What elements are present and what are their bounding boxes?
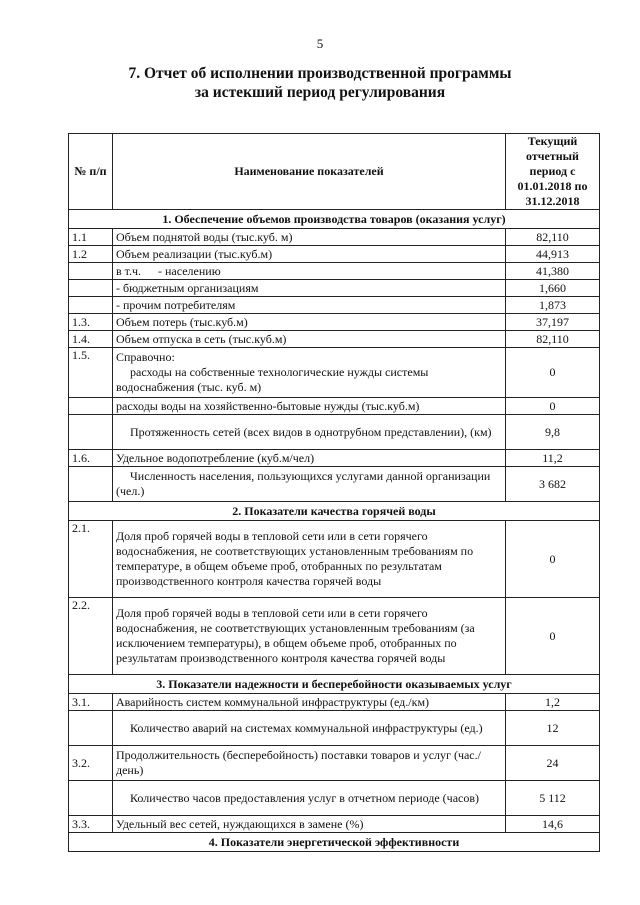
row-num <box>69 711 113 746</box>
row-name: Количество аварий на системах коммунальной инфраструктуры (ед.) <box>113 711 506 746</box>
table-row <box>69 263 600 280</box>
row-name <box>113 263 506 280</box>
row-value: 3 682 <box>506 467 600 502</box>
row-num: 2.2. <box>69 598 113 675</box>
row-value: 0 <box>506 398 600 415</box>
header-num: № п/п <box>69 134 113 210</box>
row-value: 1,660 <box>506 280 600 297</box>
row-num: 1.2 <box>69 246 113 263</box>
row-value: 0 <box>506 348 600 398</box>
report-table <box>68 133 600 852</box>
row-name: - бюджетным организациям <box>113 280 506 297</box>
row-name: Доля проб горячей воды в тепловой сети или в сети горячего водоснабжения, не соответствующих установленным требованиям (за исключением температуры), в общем объеме проб, отобранных по результатам производственного контроля качества горячей воды <box>113 598 506 675</box>
table-row <box>69 521 600 598</box>
section-2-title: 2. Показатели качества горячей воды <box>69 502 600 521</box>
row-num <box>69 467 113 502</box>
row-name: Аварийность систем коммунальной инфраструктуры (ед./км) <box>113 694 506 711</box>
section-row <box>69 502 600 521</box>
section-row <box>69 833 600 852</box>
row-value: 41,380 <box>506 263 600 280</box>
row-name-heading: Справочно: <box>116 350 175 364</box>
title-line-2: за истекший период регулирования <box>194 84 446 101</box>
row-value: 0 <box>506 598 600 675</box>
row-num: 2.1. <box>69 521 113 598</box>
row-num: 1.6. <box>69 450 113 467</box>
row-value: 1,2 <box>506 694 600 711</box>
table-row <box>69 746 600 781</box>
row-num: 3.1. <box>69 694 113 711</box>
table-row <box>69 816 600 833</box>
section-row <box>69 210 600 229</box>
table-row <box>69 781 600 816</box>
row-name: Удельное водопотребление (куб.м/чел) <box>113 450 506 467</box>
table-row <box>69 297 600 314</box>
row-value: 9,8 <box>506 415 600 450</box>
row-num: 3.2. <box>69 746 113 781</box>
row-name-text: расходы на собственные технологические нужды системы водоснабжения (тыс. куб. м) <box>116 365 429 394</box>
header-name: Наименование показателей <box>113 134 506 210</box>
row-value: 82,110 <box>506 331 600 348</box>
table-row <box>69 711 600 746</box>
row-num <box>69 398 113 415</box>
table-row <box>69 331 600 348</box>
row-value: 24 <box>506 746 600 781</box>
row-name: Протяженность сетей (всех видов в однотрубном представлении), (км) <box>113 415 506 450</box>
table-row <box>69 467 600 502</box>
row-value: 11,2 <box>506 450 600 467</box>
table-row <box>69 314 600 331</box>
row-name: Продолжительность (бесперебойность) поставки товаров и услуг (час./день) <box>113 746 506 781</box>
row-value: 37,197 <box>506 314 600 331</box>
section-1-title: 1. Обеспечение объемов производства товаров (оказания услуг) <box>69 210 600 229</box>
row-name <box>113 348 506 398</box>
row-name: - прочим потребителям <box>113 297 506 314</box>
page-title <box>0 64 640 102</box>
table-row <box>69 398 600 415</box>
row-num: 1.5. <box>69 348 113 398</box>
row-name: Объем реализации (тыс.куб.м) <box>113 246 506 263</box>
header-value: Текущий отчетный период с 01.01.2018 по 31.12.2018 <box>506 134 600 210</box>
row-num: 1.1 <box>69 229 113 246</box>
row-name-text: - населению <box>158 263 221 278</box>
section-row <box>69 675 600 694</box>
row-num <box>69 263 113 280</box>
row-num <box>69 415 113 450</box>
row-num <box>69 297 113 314</box>
row-value: 14,6 <box>506 816 600 833</box>
row-value: 5 112 <box>506 781 600 816</box>
title-line-1: 7. Отчет об исполнении производственной программы <box>128 65 512 82</box>
row-name: расходы воды на хозяйственно-бытовые нужды (тыс.куб.м) <box>113 398 506 415</box>
table-row <box>69 229 600 246</box>
row-prefix: в т.ч. <box>116 263 142 278</box>
section-4-title: 4. Показатели энергетической эффективности <box>69 833 600 852</box>
row-value: 1,873 <box>506 297 600 314</box>
row-num <box>69 781 113 816</box>
table-header <box>69 134 600 210</box>
row-num: 1.3. <box>69 314 113 331</box>
row-value: 12 <box>506 711 600 746</box>
section-3-title: 3. Показатели надежности и бесперебойности оказываемых услуг <box>69 675 600 694</box>
row-name: Объем поднятой воды (тыс.куб. м) <box>113 229 506 246</box>
table-row <box>69 348 600 398</box>
row-name: Доля проб горячей воды в тепловой сети или в сети горячего водоснабжения, не соответствующих установленным требованиям по температуре, в общем объеме проб, отобранных по результатам производственного контроля качества горячей воды <box>113 521 506 598</box>
table-row <box>69 246 600 263</box>
table-row <box>69 280 600 297</box>
table-row <box>69 450 600 467</box>
row-name: Количество часов предоставления услуг в отчетном периоде (часов) <box>113 781 506 816</box>
row-name: Объем потерь (тыс.куб.м) <box>113 314 506 331</box>
row-num <box>69 280 113 297</box>
row-value: 44,913 <box>506 246 600 263</box>
row-name: Объем отпуска в сеть (тыс.куб.м) <box>113 331 506 348</box>
row-name: Удельный вес сетей, нуждающихся в замене (%) <box>113 816 506 833</box>
row-num: 3.3. <box>69 816 113 833</box>
table-row <box>69 694 600 711</box>
row-value: 82,110 <box>506 229 600 246</box>
row-num: 1.4. <box>69 331 113 348</box>
row-name: Численность населения, пользующихся услугами данной организации (чел.) <box>113 467 506 502</box>
table-row <box>69 415 600 450</box>
page-number: 5 <box>316 36 324 51</box>
row-value: 0 <box>506 521 600 598</box>
table-row <box>69 598 600 675</box>
